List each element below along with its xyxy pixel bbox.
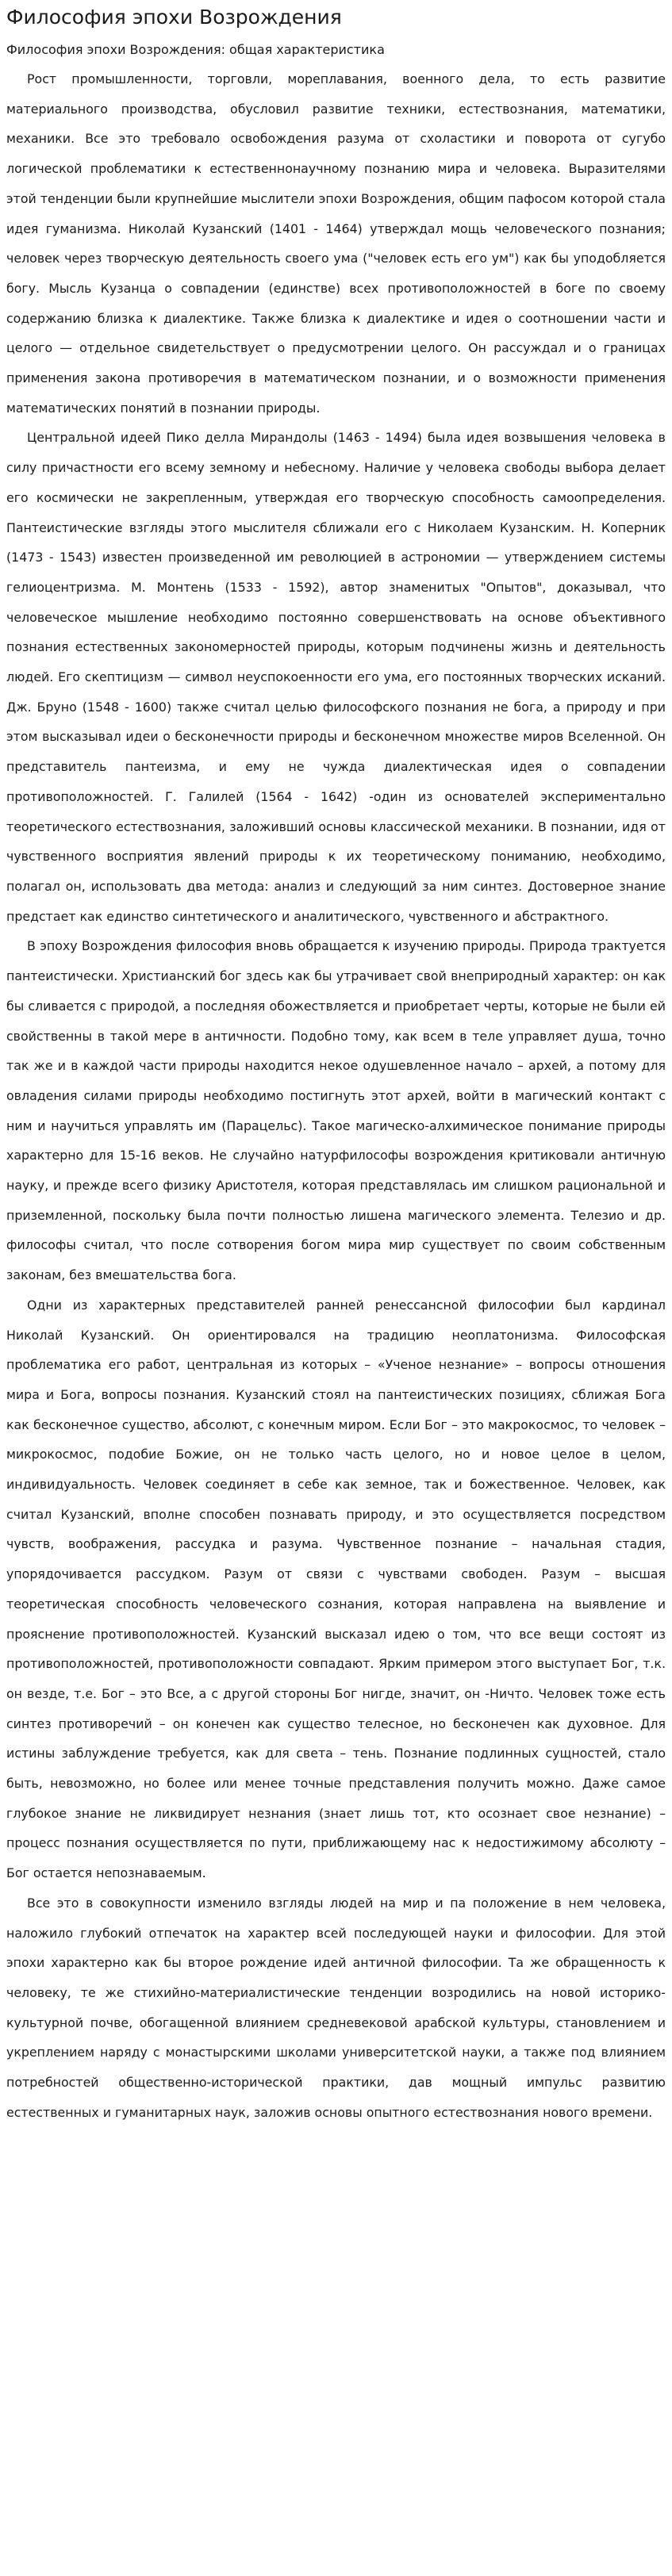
page-title: Философия эпохи Возрождения — [6, 6, 342, 29]
paragraph-conclusion: Все это в совокупности изменило взгляды людей на мир и па положение в нем человека, наложило глубокий отпечаток на характер всей последующей науки и философии. Для этой эпохи характерно как бы второе рождение идей античной философии. Та же обращенность к человеку, те же стихийно-материалистические тенденции возродились на новой историко-культурной почве, обогащенной влиянием средневековой арабской культуры, становлением и укреплением наряду с монастырскими школами университетской науки, а также под влиянием потребностей общественно-исторической практики, дав мощный импульс развитию естественных и гуманитарных наук, заложив основы опытного естествознания нового времени. — [6, 1895, 666, 2120]
paragraph-kuzansky-philosophy: Одни из характерных представителей ранней ренессансной философии был кардинал Николай Кузанский. Он ориентировался на традицию неоплатонизма. Философская проблематика его работ, центральная из которых – «Ученое незнание» – вопросы отношения мира и Бога, вопросы познания. Кузанский стоял на пантеистических позициях, сближая Бога как бесконечное существо, абсолют, с конечным миром. Если Бог – это макрокосмос, то человек – микрокосмос, подобие Божие, он не только часть целого, но и новое целое в целом, индивидуальность. Человек соединяет в себе как земное, так и божественное. Человек, как считал Кузанский, вполне способен познавать природу, и это осуществляется посредством чувств, воображения, рассудка и разума. Чувственное познание – начальная стадия, упорядочивается рассудком. Разум от связи с чувствами свободен. Разум – высшая теоретическая способность человеческого сознания, которая направлена на выявление и прояснение противоположностей. Кузанский высказал идею о том, что все вещи состоят из противоположностей, противоположности совпадают. Ярким примером этого выступает Бог, т.к. он везде, т.е. Бог – это Все, а с другой стороны Бог нигде, значит, он -Ничто. Человек тоже есть синтез противоречий – он конечен как существо телесное, но бесконечен как духовное. Для истины заблуждение требуется, как для света – тень. Познание подлинных сущностей, стало быть, невозможно, но более или менее точные представления получить можно. Даже самое глубокое знание не ликвидирует незнания (знает лишь тот, кто осознает свое незнание) – процесс познания осуществляется по пути, приближающему нас к недостижимому абсолюту – Бог остается непознаваемым. — [6, 1297, 666, 1881]
paragraph-pico-copernicus-bruno: Центральной идеей Пико делла Мирандолы (1463 - 1494) была идея возвышения человека в силу причастности его всему земному и небесному. Наличие у человека свободы выбора делает его космически не закрепленным, утверждая его творческую способность самоопределения. Пантеистические взгляды этого мыслителя сближали его с Николаем Кузанским. Н. Коперник (1473 - 1543) известен произведенной им революцией в астрономии — утверждением системы гелиоцентризма. М. Монтень (1533 - 1592), автор знаменитых "Опытов", доказывал, что человеческое мышление необходимо постоянно совершенствовать на основе объективного познания естественных закономерностей природы, которым подчинены жизнь и деятельность людей. Его скептицизм — символ неуспокоенности его ума, его постоянных творческих исканий. Дж. Бруно (1548 - 1600) также считал целью философского познания не бога, а природу и при этом высказывал идеи о бесконечности природы и бесконечном множестве миров Вселенной. Он представитель пантеизма, и ему не чужда диалектическая идея о совпадении противоположностей. Г. Галилей (1564 - 1642) -один из основателей экспериментально теоретического естествознания, заложивший основы классической механики. В познании, идя от чувственного восприятия явлений природы к их теоретическому пониманию, необходимо, полагал он, использовать два метода: анализ и следующий за ним синтез. Достоверное знание предстает как единство синтетического и аналитического, чувственного и абстрактного. — [6, 430, 666, 924]
paragraph-kuzansky-intro: Рост промышленности, торговли, мореплавания, военного дела, то есть развитие материального производства, обусловил развитие техники, естествознания, математики, механики. Все это требовало освобождения разума от схоластики и поворота от сугубо логической проблематики к естественнонаучному познанию мира и человека. Выразителями этой тенденции были крупнейшие мыслители эпохи Возрождения, общим пафосом которой стала идея гуманизма. Николай Кузанский (1401 - 1464) утверждал мощь человеческого познания; человек через творческую деятельность своего ума ("человек есть его ум") как бы уподобляется богу. Мысль Кузанца о совпадении (единстве) всех противоположностей в боге по своему содержанию близка к диалектике. Также близка к диалектике и идея о соотношении части и целого — отдельное свидетельствует о предусмотрении целого. Он рассуждал и о границах применения закона противоречия в математическом познании, и о возможности применения математических понятий в познании природы. — [6, 71, 666, 416]
section-subtitle: Философия эпохи Возрождения: общая характеристика — [6, 42, 385, 57]
paragraph-nature-pantheism: В эпоху Возрождения философия вновь обращается к изучению природы. Природа трактуется пантеистически. Христианский бог здесь как бы утрачивает свой внеприродный характер: он как бы сливается с природой, а последняя обожествляется и приобретает черты, которые не были ей свойственны в такой мере в античности. Подобно тому, как всем в теле управляет душа, точно так же и в каждой части природы находится некое одушевленное начало – архей, а потому для овладения силами природы необходимо постигнуть этот архей, войти в магический контакт с ним и научиться управлять им (Парацельс). Такое магическо-алхимическое понимание природы характерно для 15-16 веков. Не случайно натурфилософы возрождения критиковали античную науку, и прежде всего физику Аристотеля, которая представлялась им слишком рациональной и приземленной, поскольку была почти полностью лишена магического элемента. Телезио и др. философы считал, что после сотворения богом мира мир существует по своим собственным законам, без вмешательства бога. — [6, 938, 666, 1283]
